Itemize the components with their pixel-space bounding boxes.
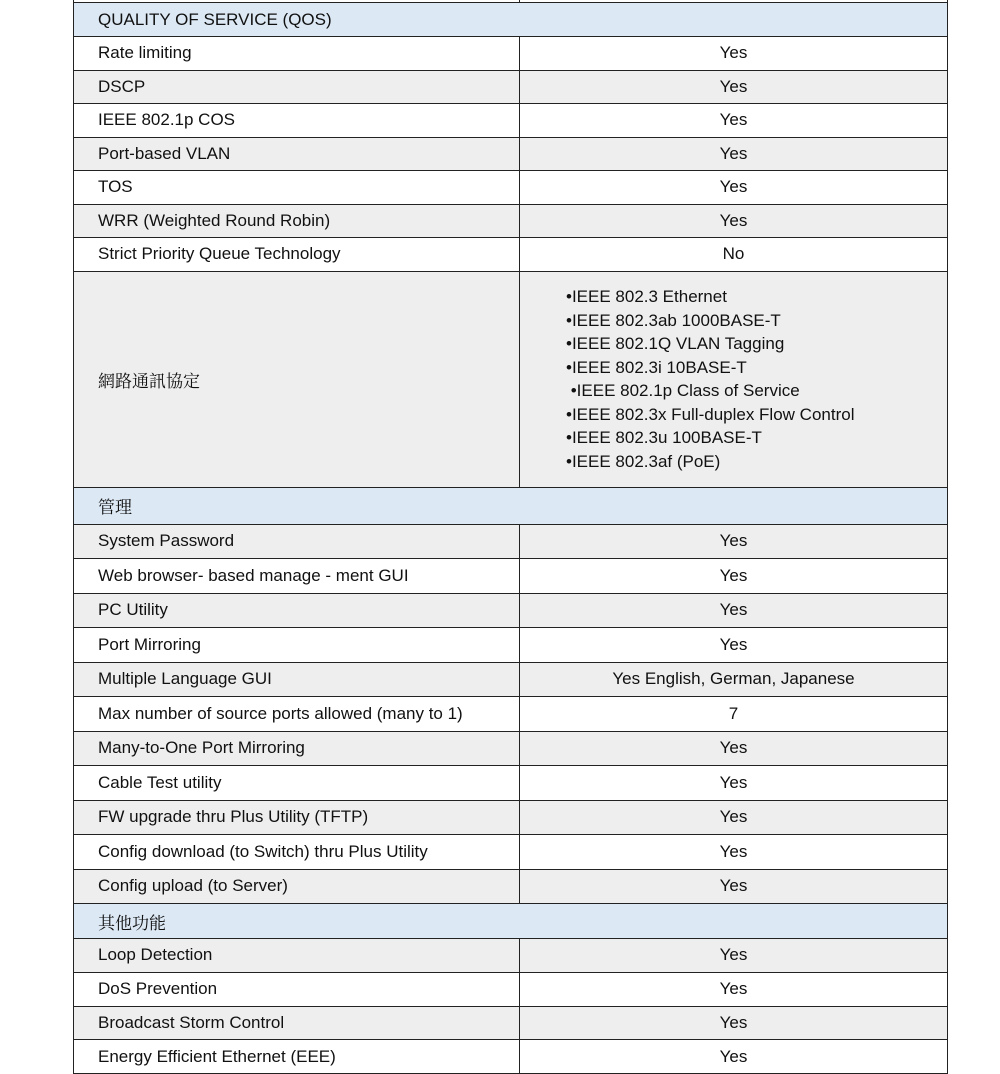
feature-label: Rate limiting (74, 37, 520, 70)
table-row (74, 801, 947, 836)
table-row (74, 71, 947, 105)
protocol-list (520, 272, 947, 487)
table-row (74, 766, 947, 801)
feature-value: Yes English, German, Japanese (612, 669, 855, 689)
table-row (74, 663, 947, 698)
feature-value: Yes (719, 945, 748, 965)
feature-label: Strict Priority Queue Technology (74, 238, 520, 271)
feature-value: Yes (719, 807, 748, 827)
feature-value: Yes (719, 210, 748, 230)
feature-label: WRR (Weighted Round Robin) (74, 205, 520, 238)
table-row (74, 870, 947, 905)
table-row (74, 697, 947, 732)
feature-value: No (722, 244, 745, 264)
table-row (74, 104, 947, 138)
feature-value: Yes (719, 76, 748, 96)
feature-label: Loop Detection (74, 939, 520, 972)
feature-value: Yes (719, 600, 748, 620)
feature-label: System Password (74, 525, 520, 559)
feature-value: Yes (719, 772, 748, 792)
section-header: 其他功能 (74, 904, 947, 939)
protocol-item: •IEEE 802.3ab 1000BASE-T (566, 310, 781, 330)
feature-value: Yes (719, 177, 748, 197)
table-row (74, 1007, 947, 1041)
feature-value: Yes (719, 876, 748, 896)
table-row (74, 835, 947, 870)
feature-label: Broadcast Storm Control (74, 1007, 520, 1040)
feature-value: Yes (719, 738, 748, 758)
table-row (74, 628, 947, 663)
feature-label: Max number of source ports allowed (many to 1) (74, 697, 520, 731)
protocol-item: •IEEE 802.3 Ethernet (566, 287, 727, 306)
table-row (74, 939, 947, 973)
table-row (74, 37, 947, 71)
table-row (74, 973, 947, 1007)
feature-label: Multiple Language GUI (74, 663, 520, 697)
feature-label: PC Utility (74, 594, 520, 628)
table-row (74, 171, 947, 205)
feature-value: Yes (719, 841, 748, 861)
protocol-item: •IEEE 802.1Q VLAN Tagging (566, 334, 785, 353)
feature-label: Config download (to Switch) thru Plus Utility (74, 835, 520, 869)
feature-value: Yes (719, 565, 748, 585)
feature-label: FW upgrade thru Plus Utility (TFTP) (74, 801, 520, 835)
protocol-item: •IEEE 802.3af (PoE) (566, 451, 721, 471)
protocol-item: •IEEE 802.3x Full-duplex Flow Control (566, 404, 855, 424)
feature-label: DSCP (74, 71, 520, 104)
protocol-item: •IEEE 802.1p Class of Service (566, 381, 800, 400)
feature-label: Energy Efficient Ethernet (EEE) (74, 1040, 520, 1073)
feature-label: TOS (74, 171, 520, 204)
feature-value: Yes (719, 143, 748, 163)
table-row (74, 559, 947, 594)
protocol-item: •IEEE 802.3u 100BASE-T (566, 428, 762, 447)
table-row (74, 238, 947, 272)
feature-label: Cable Test utility (74, 766, 520, 800)
feature-label: Many-to-One Port Mirroring (74, 732, 520, 766)
table-row (74, 272, 947, 488)
feature-value: 7 (728, 703, 739, 723)
table-row (74, 138, 947, 172)
feature-label: DoS Prevention (74, 973, 520, 1006)
feature-label: Port-based VLAN (74, 138, 520, 171)
protocol-item: •IEEE 802.3i 10BASE-T (566, 357, 747, 377)
table-row (74, 205, 947, 239)
table-row (74, 732, 947, 767)
feature-value: Yes (719, 1012, 748, 1032)
feature-value: Yes (719, 634, 748, 654)
spec-table (73, 0, 948, 1074)
feature-value: Yes (719, 1046, 748, 1066)
table-row (74, 1040, 947, 1074)
section-header: 管理 (74, 488, 947, 525)
feature-value: Yes (719, 43, 748, 63)
feature-value: Yes (719, 531, 748, 551)
feature-label: 網路通訊協定 (74, 272, 520, 487)
feature-label: Web browser- based manage - ment GUI (74, 559, 520, 593)
feature-value: Yes (719, 979, 748, 999)
feature-value: Yes (719, 110, 748, 130)
feature-label: Config upload (to Server) (74, 870, 520, 904)
feature-label: Port Mirroring (74, 628, 520, 662)
table-row (74, 594, 947, 629)
feature-label: IEEE 802.1p COS (74, 104, 520, 137)
table-row (74, 525, 947, 560)
section-header: QUALITY OF SERVICE (QOS) (74, 3, 947, 37)
